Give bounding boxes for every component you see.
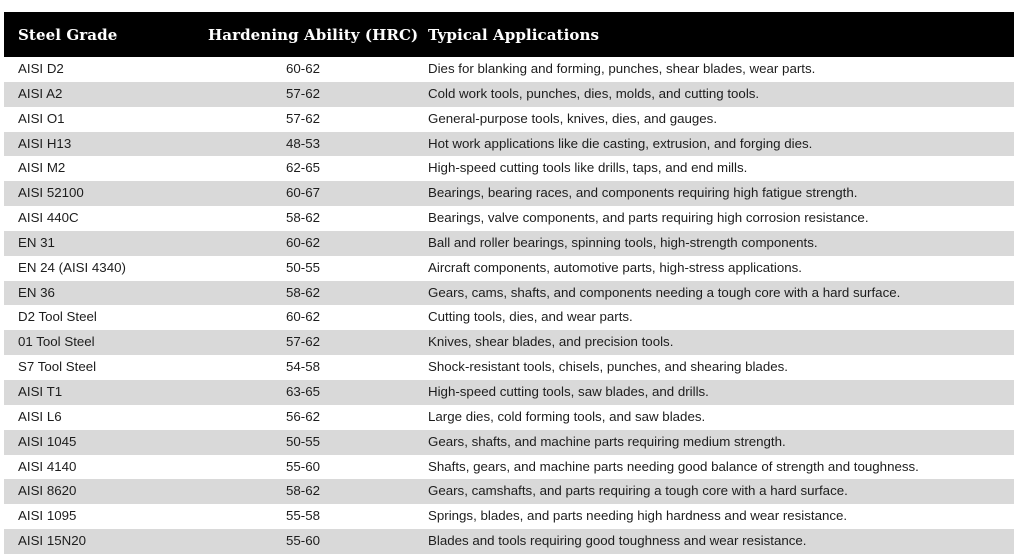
table-row bbox=[4, 82, 1014, 107]
cell-steel-grade: AISI 1045 bbox=[18, 433, 77, 449]
cell-steel-grade: EN 31 bbox=[18, 234, 55, 250]
cell-steel-grade: D2 Tool Steel bbox=[18, 309, 97, 325]
table-body bbox=[4, 57, 1014, 554]
cell-hardening-ability: 60-62 bbox=[286, 61, 321, 76]
cell-hardening-ability: 58-62 bbox=[286, 284, 321, 300]
steel-grade-table bbox=[4, 12, 1014, 554]
table-row bbox=[4, 355, 1014, 380]
cell-typical-applications: Aircraft components, automotive parts, high-stress applications. bbox=[428, 259, 802, 275]
cell-steel-grade: S7 Tool Steel bbox=[18, 359, 97, 375]
cell-typical-applications: Hot work applications like die casting, extrusion, and forging dies. bbox=[428, 135, 813, 151]
cell-steel-grade: AISI L6 bbox=[18, 408, 62, 424]
table-row bbox=[4, 281, 1014, 306]
cell-steel-grade: AISI 52100 bbox=[18, 185, 84, 201]
table-row bbox=[4, 455, 1014, 480]
cell-hardening-ability: 56-62 bbox=[286, 408, 321, 424]
table-row bbox=[4, 231, 1014, 256]
table-row bbox=[4, 305, 1014, 330]
table-row bbox=[4, 430, 1014, 455]
cell-steel-grade: AISI 440C bbox=[18, 210, 79, 226]
cell-hardening-ability: 60-62 bbox=[286, 234, 321, 250]
cell-hardening-ability: 48-53 bbox=[286, 135, 321, 151]
cell-steel-grade: AISI A2 bbox=[18, 85, 63, 101]
cell-typical-applications: Blades and tools requiring good toughness and wear resistance. bbox=[428, 533, 807, 549]
cell-hardening-ability: 62-65 bbox=[286, 160, 321, 176]
cell-steel-grade: AISI 4140 bbox=[18, 458, 77, 474]
cell-typical-applications: High-speed cutting tools, saw blades, and drills. bbox=[428, 383, 709, 399]
table-row bbox=[4, 380, 1014, 405]
cell-typical-applications: Cutting tools, dies, and wear parts. bbox=[428, 309, 633, 325]
cell-hardening-ability: 63-65 bbox=[286, 383, 321, 399]
cell-hardening-ability: 60-62 bbox=[286, 309, 321, 325]
table-row bbox=[4, 181, 1014, 206]
cell-typical-applications: Ball and roller bearings, spinning tools, high-strength components. bbox=[428, 234, 818, 250]
cell-typical-applications: Springs, blades, and parts needing high hardness and wear resistance. bbox=[428, 508, 848, 524]
cell-typical-applications: Gears, cams, shafts, and components needing a tough core with a hard surface. bbox=[428, 284, 901, 300]
cell-hardening-ability: 55-58 bbox=[286, 508, 321, 524]
cell-typical-applications: Shafts, gears, and machine parts needing good balance of strength and toughness. bbox=[428, 458, 919, 474]
table-row bbox=[4, 256, 1014, 281]
cell-typical-applications: General-purpose tools, knives, dies, and gauges. bbox=[428, 110, 718, 126]
cell-hardening-ability: 55-60 bbox=[286, 458, 321, 474]
cell-hardening-ability: 57-62 bbox=[286, 334, 321, 350]
cell-typical-applications: Cold work tools, punches, dies, molds, and cutting tools. bbox=[428, 85, 760, 101]
table-row bbox=[4, 156, 1014, 181]
cell-steel-grade: AISI D2 bbox=[18, 61, 64, 76]
cell-typical-applications: High-speed cutting tools like drills, taps, and end mills. bbox=[428, 160, 748, 176]
table-row bbox=[4, 107, 1014, 132]
cell-steel-grade: EN 24 (AISI 4340) bbox=[18, 259, 126, 275]
cell-hardening-ability: 55-60 bbox=[286, 533, 321, 549]
cell-steel-grade: AISI M2 bbox=[18, 160, 66, 176]
table-row bbox=[4, 330, 1014, 355]
table-row bbox=[4, 479, 1014, 504]
table-row bbox=[4, 405, 1014, 430]
column-header-hardening-ability: Hardening Ability (HRC) bbox=[208, 25, 419, 44]
cell-typical-applications: Gears, camshafts, and parts requiring a tough core with a hard surface. bbox=[428, 483, 848, 499]
cell-steel-grade: AISI 8620 bbox=[18, 483, 77, 499]
cell-typical-applications: Dies for blanking and forming, punches, shear blades, wear parts. bbox=[428, 61, 816, 76]
cell-typical-applications: Bearings, bearing races, and components requiring high fatigue strength. bbox=[428, 185, 858, 201]
cell-typical-applications: Gears, shafts, and machine parts requiring medium strength. bbox=[428, 433, 786, 449]
cell-steel-grade: EN 36 bbox=[18, 284, 55, 300]
cell-steel-grade: AISI O1 bbox=[18, 110, 65, 126]
cell-hardening-ability: 54-58 bbox=[286, 359, 321, 375]
column-header-typical-applications: Typical Applications bbox=[428, 25, 600, 44]
cell-typical-applications: Large dies, cold forming tools, and saw blades. bbox=[428, 408, 706, 424]
steel-grade-table-container bbox=[4, 12, 1014, 554]
table-row bbox=[4, 206, 1014, 231]
table-header-row bbox=[4, 12, 1014, 57]
cell-typical-applications: Shock-resistant tools, chisels, punches, and shearing blades. bbox=[428, 359, 788, 375]
cell-hardening-ability: 60-67 bbox=[286, 185, 321, 201]
column-header-steel-grade: Steel Grade bbox=[18, 25, 118, 44]
cell-steel-grade: AISI 15N20 bbox=[18, 533, 87, 549]
cell-steel-grade: AISI 1095 bbox=[18, 508, 77, 524]
table-row bbox=[4, 504, 1014, 529]
cell-steel-grade: AISI T1 bbox=[18, 383, 63, 399]
cell-hardening-ability: 58-62 bbox=[286, 210, 321, 226]
table-header bbox=[4, 12, 1014, 57]
cell-hardening-ability: 57-62 bbox=[286, 110, 321, 126]
cell-steel-grade: AISI H13 bbox=[18, 135, 72, 151]
table-row bbox=[4, 529, 1014, 554]
table-row bbox=[4, 132, 1014, 157]
cell-typical-applications: Knives, shear blades, and precision tools. bbox=[428, 334, 674, 350]
cell-hardening-ability: 58-62 bbox=[286, 483, 321, 499]
cell-steel-grade: 01 Tool Steel bbox=[18, 334, 95, 350]
cell-hardening-ability: 57-62 bbox=[286, 85, 321, 101]
table-row bbox=[4, 57, 1014, 82]
cell-hardening-ability: 50-55 bbox=[286, 433, 321, 449]
cell-hardening-ability: 50-55 bbox=[286, 259, 321, 275]
cell-typical-applications: Bearings, valve components, and parts requiring high corrosion resistance. bbox=[428, 210, 869, 226]
